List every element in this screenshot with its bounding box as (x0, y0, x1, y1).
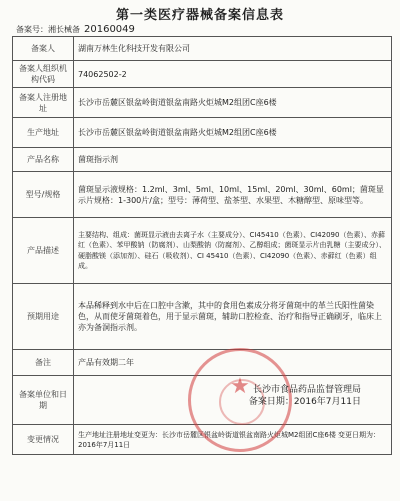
remarks-label: 备注 (13, 350, 74, 376)
filer-label: 备案人 (13, 37, 74, 61)
production-address-value: 长沙市岳麓区银盆岭街道银盆南路火炬城M2组团C座6楼 (74, 118, 392, 148)
intended-use-value: 本品稀释到水中后在口腔中含漱，其中的食用色素成分将牙菌斑中的革兰氏阳性菌染色，从而使牙菌斑着色，用于显示菌斑，辅助口腔检查、治疗和指导正确刷牙，临床上亦为备洞指示剂。 (74, 284, 392, 350)
production-address-label: 生产地址 (13, 118, 74, 148)
filing-date: 备案日期：2016年7月11日 (248, 397, 361, 407)
org-code-value: 74062502-2 (74, 61, 392, 88)
address-value: 长沙市岳麓区银盆岭街道银盆南路火炬城M2组团C座6楼 (74, 88, 392, 118)
seal-star-icon: ★ (230, 374, 250, 399)
record-number-value: 20160049 (84, 24, 135, 35)
filing-unit-cell (74, 376, 392, 425)
product-description-value: 主要结构、组成：菌斑显示液由去离子水（主要成分）、CI45410（色素）、CI42090（色素）、赤藓红（色素）、苯甲酸钠（防腐剂）、山梨酸钠（防腐剂）、乙醇组成；菌斑显示片由乳糖（主要成分）、硬脂酸镁（添加剂）、硅石（吸收剂）、CI 45410（色素）、CI42090（色素）、赤藓红（色素）组成。 (74, 218, 392, 284)
change-info-value: 生产地址注册地址变更为：长沙市岳麓区银盆岭街道银盆南路火炬城M2组团C座6楼 变更日期为：2016年7月11日 (74, 425, 392, 455)
filer-value: 湖南万林生化科技开发有限公司 (74, 37, 392, 61)
address-label: 备案人注册地址 (13, 88, 74, 118)
filing-unit-name: 长沙市食品药品监督管理局 (252, 385, 361, 395)
record-info-table (12, 36, 392, 455)
page-title: 第一类医疗器械备案信息表 (115, 8, 284, 23)
record-number (16, 24, 135, 35)
change-info-label: 变更情况 (13, 425, 74, 455)
model-spec-label: 型号/规格 (13, 172, 74, 218)
org-code-label: 备案人组织机构代码 (13, 61, 74, 88)
intended-use-label: 预期用途 (13, 284, 74, 350)
record-number-label: 备案号：湘长械备 (16, 25, 80, 34)
product-name-value: 菌斑指示剂 (74, 148, 392, 172)
product-name-label: 产品名称 (13, 148, 74, 172)
model-spec-value: 菌斑显示液规格：1.2ml、3ml、5ml、10ml、15ml、20ml、30ml、60ml；菌斑显示片规格：1-300片/盒；型号：薄荷型、盐茶型、水果型、木糖醇型、原味型等。 (74, 172, 392, 218)
remarks-value: 产品有效期二年 (74, 350, 392, 376)
filing-unit-label: 备案单位和日期 (13, 376, 74, 425)
product-description-label: 产品描述 (13, 218, 74, 284)
